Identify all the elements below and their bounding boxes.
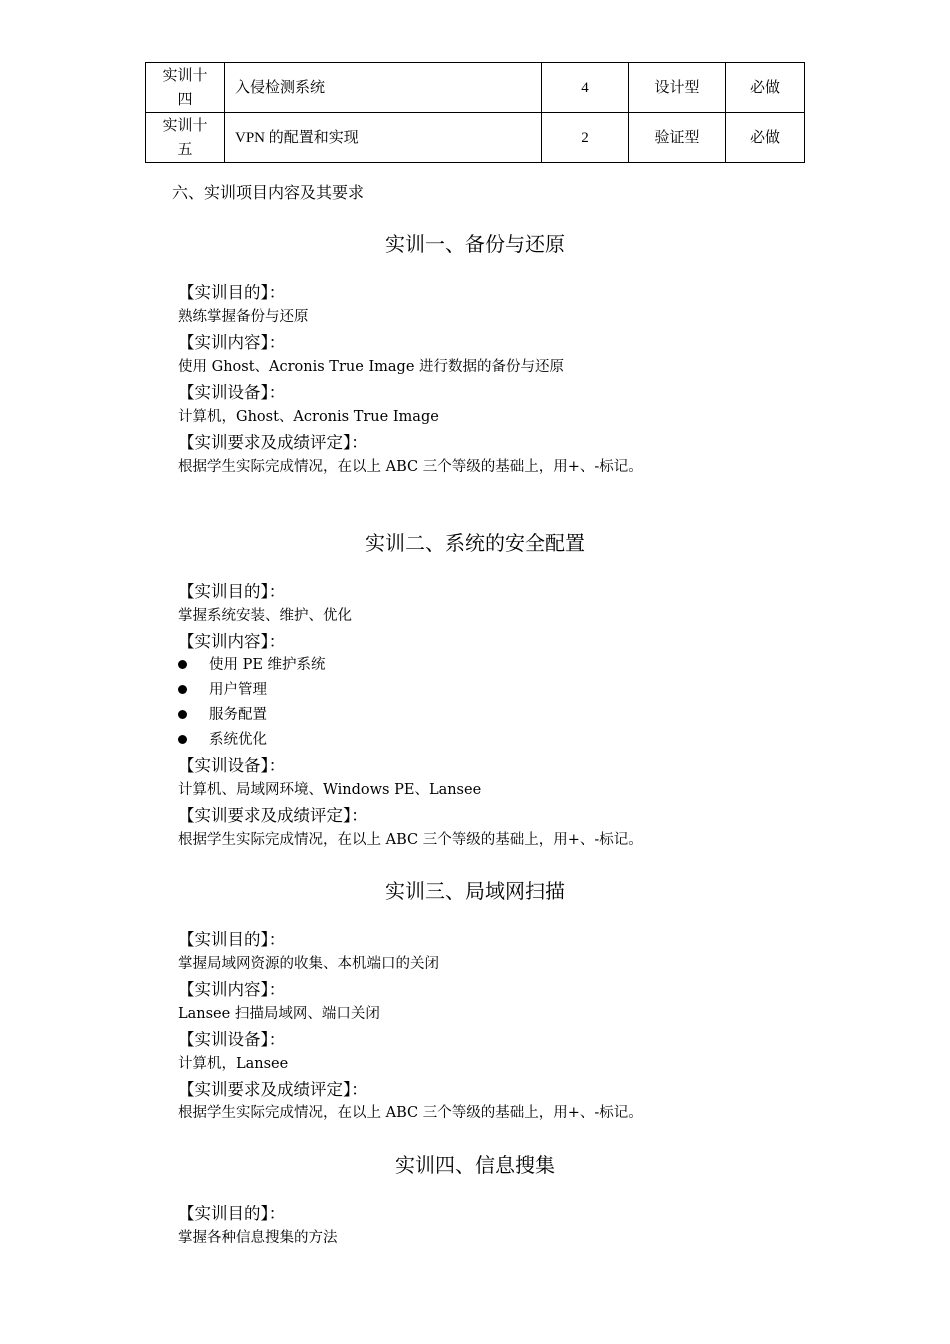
exp2-title: 实训二、系统的安全配置 bbox=[365, 531, 585, 555]
exp2-purpose-label: 【实训目的】： bbox=[178, 582, 286, 601]
exp3-title: 实训三、局域网扫描 bbox=[385, 879, 565, 903]
exp2-equipment-label: 【实训设备】： bbox=[178, 756, 286, 775]
bullet-icon bbox=[178, 735, 187, 744]
experiment-type: 设计型 bbox=[629, 63, 726, 113]
exp1-purpose-text: 熟练掌握备份与还原 bbox=[178, 309, 309, 325]
exp1-content-label: 【实训内容】： bbox=[178, 333, 286, 352]
experiment-table bbox=[145, 62, 805, 163]
exp3-equipment-label: 【实训设备】： bbox=[178, 1030, 286, 1049]
exp1-grading-label: 【实训要求及成绩评定】： bbox=[178, 433, 368, 452]
exp1-equipment-label: 【实训设备】： bbox=[178, 383, 286, 402]
exp3-grading-text: 根据学生实际完成情况，在以上 ABC 三个等级的基础上，用+、-标记。 bbox=[178, 1105, 643, 1121]
list-item: 系统优化 bbox=[178, 728, 267, 749]
exp4-purpose-label: 【实训目的】： bbox=[178, 1204, 286, 1223]
experiment-type: 验证型 bbox=[629, 113, 726, 163]
experiment-hours: 4 bbox=[542, 63, 629, 113]
experiment-number: 实训十 五 bbox=[146, 113, 225, 163]
exp3-content-label: 【实训内容】： bbox=[178, 980, 286, 999]
exp2-equipment-text: 计算机、局域网环境、Windows PE、Lansee bbox=[178, 782, 482, 798]
experiment-required: 必做 bbox=[726, 63, 805, 113]
exp3-content-text: Lansee 扫描局域网、端口关闭 bbox=[178, 1006, 380, 1022]
experiment-name: 入侵检测系统 bbox=[225, 63, 542, 113]
exp2-grading-text: 根据学生实际完成情况，在以上 ABC 三个等级的基础上，用+、-标记。 bbox=[178, 832, 643, 848]
exp3-grading-label: 【实训要求及成绩评定】： bbox=[178, 1080, 368, 1099]
exp1-grading-text: 根据学生实际完成情况，在以上 ABC 三个等级的基础上，用+、-标记。 bbox=[178, 459, 643, 475]
bullet-icon bbox=[178, 685, 187, 694]
list-item: 用户管理 bbox=[178, 678, 267, 699]
section-heading: 六、实训项目内容及其要求 bbox=[172, 183, 365, 202]
exp4-title: 实训四、信息搜集 bbox=[395, 1153, 555, 1177]
exp3-purpose-label: 【实训目的】： bbox=[178, 930, 286, 949]
bullet-icon bbox=[178, 710, 187, 719]
exp3-purpose-text: 掌握局域网资源的收集、本机端口的关闭 bbox=[178, 956, 439, 972]
table-row bbox=[146, 113, 805, 163]
exp1-title: 实训一、备份与还原 bbox=[385, 232, 565, 256]
table-row bbox=[146, 63, 805, 113]
exp2-purpose-text: 掌握系统安装、维护、优化 bbox=[178, 608, 352, 624]
exp2-grading-label: 【实训要求及成绩评定】： bbox=[178, 806, 368, 825]
experiment-name: VPN 的配置和实现 bbox=[225, 113, 542, 163]
exp4-purpose-text: 掌握各种信息搜集的方法 bbox=[178, 1230, 338, 1246]
list-item: 使用 PE 维护系统 bbox=[178, 653, 326, 674]
exp1-purpose-label: 【实训目的】： bbox=[178, 283, 286, 302]
exp1-content-text: 使用 Ghost、Acronis True Image 进行数据的备份与还原 bbox=[178, 359, 565, 375]
exp3-equipment-text: 计算机，Lansee bbox=[178, 1056, 289, 1072]
experiment-hours: 2 bbox=[542, 113, 629, 163]
experiment-required: 必做 bbox=[726, 113, 805, 163]
bullet-icon bbox=[178, 660, 187, 669]
exp2-content-label: 【实训内容】： bbox=[178, 632, 286, 651]
exp1-equipment-text: 计算机，Ghost、Acronis True Image bbox=[178, 409, 439, 425]
experiment-number: 实训十 四 bbox=[146, 63, 225, 113]
list-item: 服务配置 bbox=[178, 703, 267, 724]
